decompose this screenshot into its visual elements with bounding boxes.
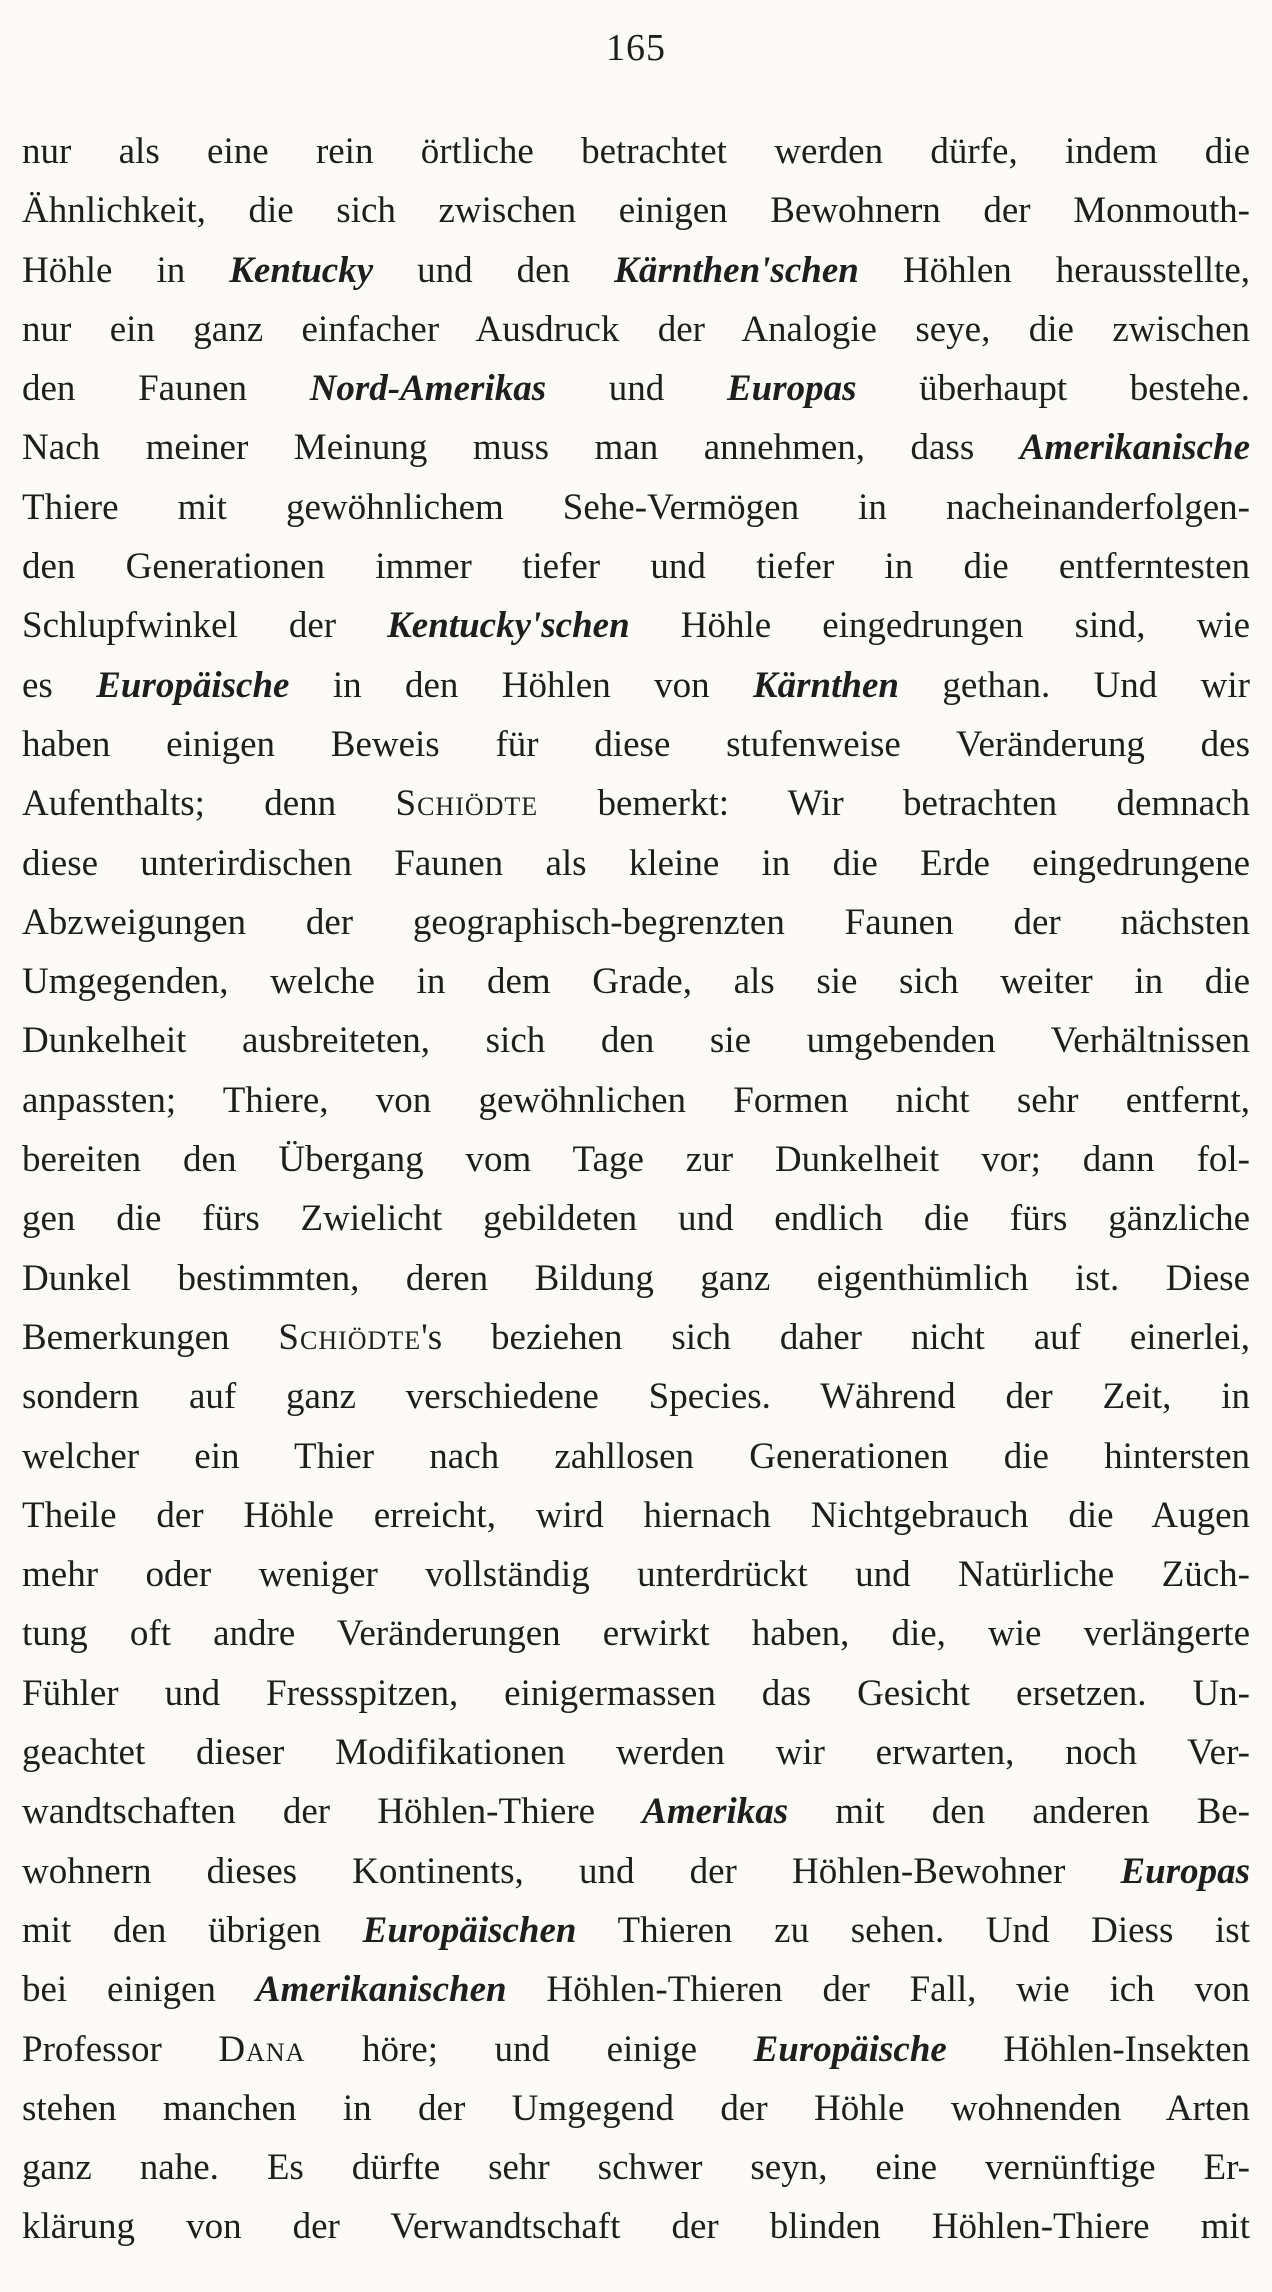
text-line xyxy=(22,715,1250,774)
text-run: gethan. Und wir xyxy=(898,664,1250,706)
text-run: bereiten den Übergang vom Tage zur Dunkelheit vor; dann fol- xyxy=(22,1139,1250,1181)
page-number: 165 xyxy=(606,27,666,69)
text-line xyxy=(22,1842,1250,1901)
text-line xyxy=(22,1960,1250,2019)
emphasized-text: Europäische xyxy=(753,2028,947,2070)
text-run: Aufenthalts; denn xyxy=(22,783,396,825)
text-run: Theile der Höhle erreicht, wird hiernach Nichtgebrauch die Augen xyxy=(22,1494,1250,1536)
text-line xyxy=(22,1782,1250,1841)
text-run: Ähnlichkeit, die sich zwischen einigen Bewohnern der Monmouth- xyxy=(22,190,1250,232)
text-line xyxy=(22,2197,1250,2256)
text-line xyxy=(22,1367,1250,1426)
text-line xyxy=(22,596,1250,655)
text-line xyxy=(22,1249,1250,1308)
text-line xyxy=(22,1901,1250,1960)
text-run: nur ein ganz einfacher Ausdruck der Analogie seye, die zwischen xyxy=(22,308,1250,350)
text-run: mehr oder weniger vollständig unterdrückt und Natürliche Züch- xyxy=(22,1554,1250,1596)
text-run: tung oft andre Veränderungen erwirkt haben, die, wie verlängerte xyxy=(22,1613,1250,1655)
text-run: Schlupfwinkel der xyxy=(22,605,388,647)
text-run: bei einigen xyxy=(22,1969,256,2011)
emphasized-text: Europäischen xyxy=(362,1909,577,1951)
text-line xyxy=(22,1011,1250,1070)
text-line xyxy=(22,122,1250,181)
emphasized-text: Kärnthen xyxy=(752,664,899,706)
text-line xyxy=(22,359,1250,418)
emphasized-text: Nord-Amerikas xyxy=(309,368,547,410)
text-run: mit den übrigen xyxy=(22,1909,363,1951)
text-line xyxy=(22,893,1250,952)
text-line xyxy=(22,2079,1250,2138)
text-run: es xyxy=(22,664,97,706)
text-run: bemerkt: Wir betrachten demnach xyxy=(538,783,1250,825)
text-run: Professor xyxy=(22,2028,219,2070)
text-run: Dunkel bestimmten, deren Bildung ganz eigenthümlich ist. Diese xyxy=(22,1257,1250,1299)
body-text xyxy=(22,122,1250,2257)
emphasized-text: Europas xyxy=(726,368,857,410)
text-line xyxy=(22,834,1250,893)
text-run: ganz nahe. Es dürfte sehr schwer seyn, eine vernünftige Er- xyxy=(22,2147,1250,2189)
text-line xyxy=(22,181,1250,240)
text-run: gen die fürs Zwielicht gebildeten und endlich die fürs gänzliche xyxy=(22,1198,1250,1240)
text-run: diese unterirdischen Faunen als kleine in die Erde eingedrungene xyxy=(22,842,1250,884)
text-line xyxy=(22,300,1250,359)
emphasized-text: Kentucky'schen xyxy=(387,605,630,647)
text-line xyxy=(22,2020,1250,2079)
text-line xyxy=(22,774,1250,833)
text-run: den Generationen immer tiefer und tiefer in die entferntesten xyxy=(22,546,1250,588)
text-run: Höhlen-Thieren der Fall, wie ich von xyxy=(506,1969,1250,2011)
text-run: Höhlen herausstellte, xyxy=(858,249,1250,291)
small-caps-name: Schiödte xyxy=(395,783,539,825)
text-run: den Faunen xyxy=(22,368,310,410)
emphasized-text: Kentucky xyxy=(229,249,374,291)
small-caps-name: Schiödte xyxy=(278,1316,422,1358)
text-run: stehen manchen in der Umgegend der Höhle wohnenden Arten xyxy=(22,2087,1250,2129)
text-line xyxy=(22,1189,1250,1248)
text-line xyxy=(22,1664,1250,1723)
text-run: Nach meiner Meinung muss man annehmen, dass xyxy=(22,427,1020,469)
text-run: Thiere mit gewöhnlichem Sehe-Vermögen in nacheinanderfolgen- xyxy=(22,486,1250,528)
text-run: überhaupt bestehe. xyxy=(856,368,1250,410)
text-line xyxy=(22,241,1250,300)
text-line xyxy=(22,1486,1250,1545)
text-line xyxy=(22,1545,1250,1604)
text-run: nur als eine rein örtliche betrachtet werden dürfe, indem die xyxy=(22,131,1250,172)
text-line xyxy=(22,1071,1250,1130)
text-line xyxy=(22,1130,1250,1189)
text-run: wandtschaften der Höhlen-Thiere xyxy=(22,1791,643,1833)
text-line xyxy=(22,1723,1250,1782)
emphasized-text: Amerikas xyxy=(642,1791,789,1833)
text-line xyxy=(22,537,1250,596)
text-line xyxy=(22,656,1250,715)
emphasized-text: Amerikanische xyxy=(1019,427,1250,469)
text-run: 's beziehen sich daher nicht auf einerlei, xyxy=(421,1316,1250,1358)
text-run: in den Höhlen von xyxy=(289,664,753,706)
text-line xyxy=(22,418,1250,477)
text-run: wohnern dieses Kontinents, und der Höhlen-Bewohner xyxy=(22,1850,1121,1892)
text-run: höre; und einige xyxy=(305,2028,754,2070)
text-run: sondern auf ganz verschiedene Species. Während der Zeit, in xyxy=(22,1376,1250,1418)
text-run: Umgegenden, welche in dem Grade, als sie sich weiter in die xyxy=(22,961,1250,1003)
text-run: mit den anderen Be- xyxy=(788,1791,1250,1833)
text-run: welcher ein Thier nach zahllosen Generationen die hintersten xyxy=(22,1435,1250,1477)
text-run: Bemerkungen xyxy=(22,1316,279,1358)
text-run: Höhle in xyxy=(22,249,230,291)
text-line xyxy=(22,1427,1250,1486)
emphasized-text: Amerikanischen xyxy=(255,1969,507,2011)
text-run: Dunkelheit ausbreiteten, sich den sie umgebenden Verhältnissen xyxy=(22,1020,1250,1062)
text-line xyxy=(22,1604,1250,1663)
text-run: Abzweigungen der geographisch-begrenzten Faunen der nächsten xyxy=(22,901,1250,943)
text-run: geachtet dieser Modifikationen werden wir erwarten, noch Ver- xyxy=(22,1732,1250,1774)
text-line xyxy=(22,2138,1250,2197)
text-line xyxy=(22,478,1250,537)
text-run: Höhlen-Insekten xyxy=(946,2028,1250,2070)
text-run: anpassten; Thiere, von gewöhnlichen Formen nicht sehr entfernt, xyxy=(22,1079,1250,1121)
text-line xyxy=(22,952,1250,1011)
text-run: klärung von der Verwandtschaft der blinden Höhlen-Thiere mit xyxy=(22,2206,1250,2248)
emphasized-text: Europas xyxy=(1120,1850,1250,1892)
text-run: Fühler und Fressspitzen, einigermassen das Gesicht ersetzen. Un- xyxy=(22,1672,1250,1714)
emphasized-text: Kärnthen'schen xyxy=(614,249,859,291)
text-run: und xyxy=(546,368,727,410)
small-caps-name: Dana xyxy=(218,2028,306,2070)
text-run: und den xyxy=(373,249,615,291)
text-run: Thieren zu sehen. Und Diess ist xyxy=(576,1909,1250,1951)
text-run: Höhle eingedrungen sind, wie xyxy=(629,605,1250,647)
text-line xyxy=(22,1308,1250,1367)
emphasized-text: Europäische xyxy=(96,664,290,706)
text-run: haben einigen Beweis für diese stufenweise Veränderung des xyxy=(22,723,1250,765)
